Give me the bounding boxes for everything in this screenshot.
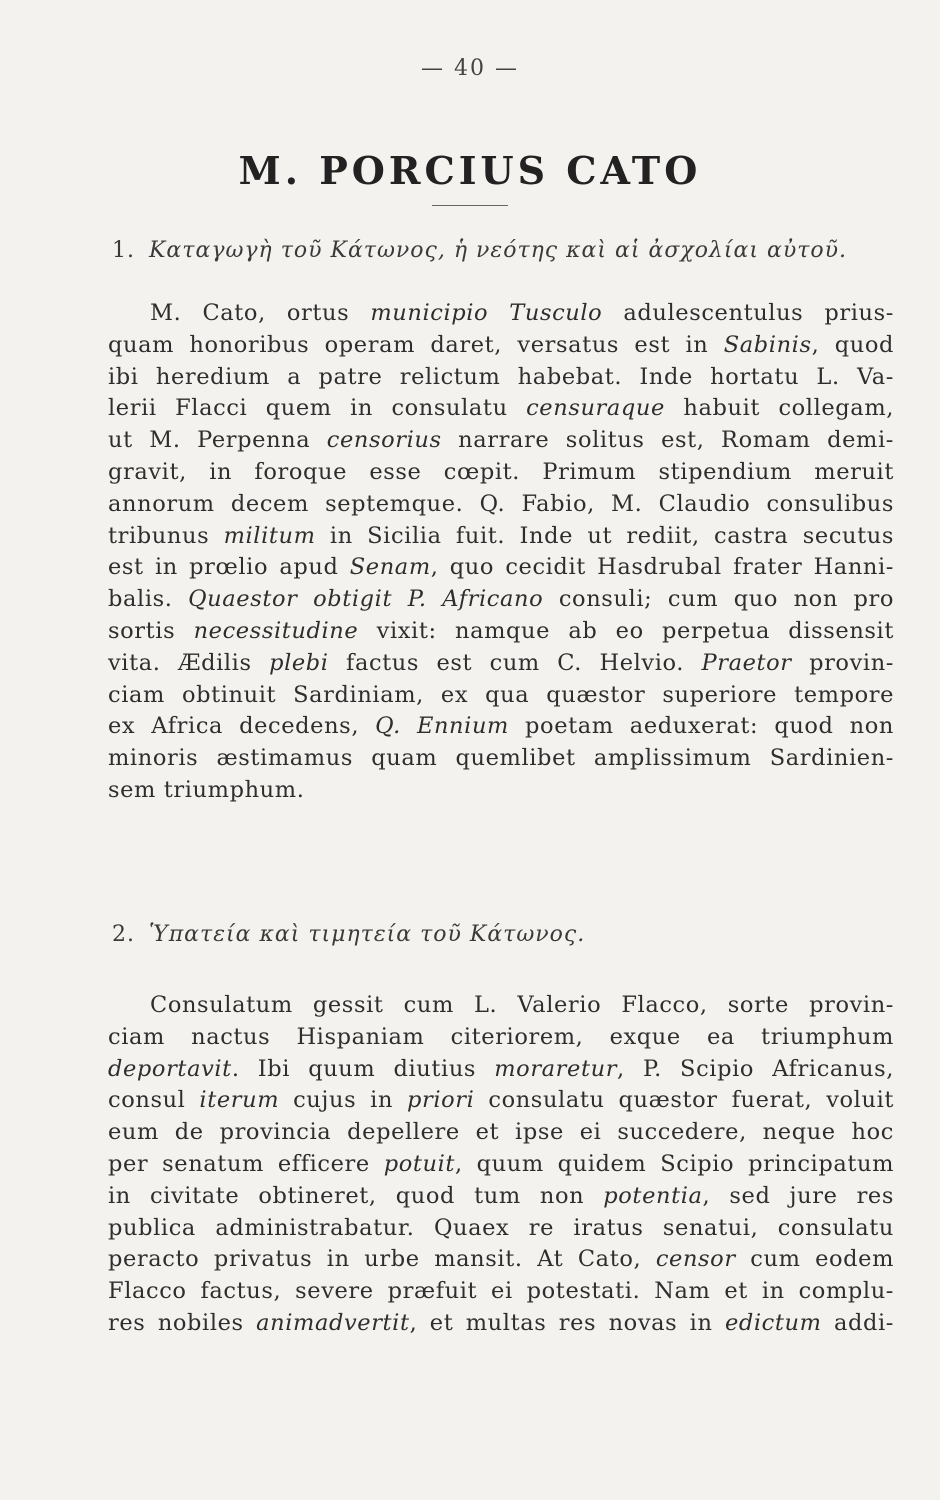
italic-term: edictum	[724, 1309, 822, 1336]
chapter-title: M. PORCIUS CATO	[238, 148, 702, 193]
text-line: deportavit. Ibi quum diutius moraretur, P. Scipio Africanus,	[108, 1055, 895, 1082]
italic-term: moraretur	[494, 1055, 618, 1082]
text-line: ut M. Perpenna censorius narrare solitus est, Romam demi-	[108, 427, 894, 454]
italic-term: animadvertit	[256, 1309, 410, 1336]
section-heading-text: Καταγωγὴ τοῦ Κάτωνος, ἡ νεότης καὶ αἱ ἀσχολίαι αὐτοῦ.	[149, 238, 847, 263]
text-line: ex Africa decedens, Q. Ennium poetam aeduxerat: quod non	[108, 713, 894, 740]
text-line: quam honoribus operam daret, versatus est in Sabinis, quod	[108, 331, 894, 358]
italic-term: Q. Ennium	[375, 713, 509, 740]
italic-term: deportavit	[108, 1055, 232, 1082]
text-line: tribunus militum in Sicilia fuit. Inde ut rediit, castra secutus	[108, 522, 895, 549]
text-line: balis. Quaestor obtigit P. Africano consuli; cum quo non pro	[108, 586, 895, 613]
text-line: annorum decem septemque. Q. Fabio, M. Claudio consulibus	[108, 490, 894, 517]
section-number: 2.	[112, 922, 135, 947]
italic-term: censorius	[326, 427, 442, 454]
text-line: in civitate obtineret, quod tum non potentia, sed jure res	[108, 1182, 894, 1209]
page-number: — 40 —	[421, 56, 519, 81]
text-line: peracto privatus in urbe mansit. At Cato, censor cum eodem	[108, 1246, 894, 1273]
text-line: minoris æstimamus quam quemlibet amplissimum Sardinien-	[108, 745, 894, 772]
italic-term: necessitudine	[193, 617, 359, 644]
italic-term: plebi	[269, 649, 329, 676]
title-divider	[432, 205, 508, 206]
text-line: lerii Flacci quem in consulatu censuraque habuit collegam,	[108, 395, 895, 422]
section-number: 1.	[112, 238, 135, 263]
italic-term: priori	[406, 1087, 475, 1114]
text-line: est in prœlio apud Senam, quo cecidit Hasdrubal frater Hanni-	[108, 554, 894, 581]
text-line: res nobiles animadvertit, et multas res novas in edictum addi-	[108, 1309, 894, 1336]
italic-term: Sabinis	[723, 331, 812, 358]
text-line: Consulatum gessit cum L. Valerio Flacco, sorte provin-	[150, 992, 894, 1018]
text-line: sortis necessitudine vixit: namque ab eo perpetua dissensit	[108, 617, 894, 644]
text-line: M. Cato, ortus municipio Tusculo adulescentulus prius-	[150, 300, 894, 326]
text-line: gravit, in foroque esse cœpit. Primum stipendium meruit	[108, 458, 894, 485]
section-2-paragraph	[108, 990, 894, 1340]
section-heading-text: Ὑπατεία καὶ τιμητεία τοῦ Κάτωνος.	[149, 922, 586, 947]
text-line: consul iterum cujus in priori consulatu quæstor fuerat, voluit	[108, 1087, 895, 1114]
text-line: vita. Ædilis plebi factus est cum C. Helvio. Praetor provin-	[108, 649, 894, 676]
italic-term: militum	[223, 522, 316, 549]
italic-term: Praetor	[701, 649, 792, 676]
section-1-paragraph	[108, 298, 894, 807]
italic-term: potuit	[383, 1150, 456, 1177]
text-line: publica administrabatur. Quaex re iratus senatui, consulatu	[108, 1214, 894, 1241]
text-line: Flacco factus, severe præfuit ei potestati. Nam et in complu-	[108, 1278, 894, 1305]
text-line: eum de provincia depellere et ipse ei succedere, neque hoc	[108, 1119, 894, 1146]
section-heading-1	[112, 238, 872, 263]
italic-term: censuraque	[526, 395, 665, 422]
text-line: ibi heredium a patre relictum habebat. Inde hortatu L. Va-	[108, 363, 894, 390]
italic-term: municipio Tusculo	[370, 300, 603, 326]
italic-term: potentia	[603, 1182, 703, 1209]
italic-term: Quaestor obtigit P. Africano	[188, 586, 544, 613]
text-line: per senatum efficere potuit, quum quidem Scipio principatum	[108, 1150, 894, 1177]
text-line: ciam obtinuit Sardiniam, ex qua quæstor superiore tempore	[108, 681, 894, 708]
section-heading-2	[112, 922, 872, 947]
italic-term: iterum	[199, 1087, 280, 1114]
text-line: sem triumphum.	[108, 776, 305, 803]
italic-term: Senam	[349, 554, 431, 581]
text-line: ciam nactus Hispaniam citeriorem, exque ea triumphum	[108, 1023, 894, 1050]
italic-term: censor	[655, 1246, 736, 1273]
